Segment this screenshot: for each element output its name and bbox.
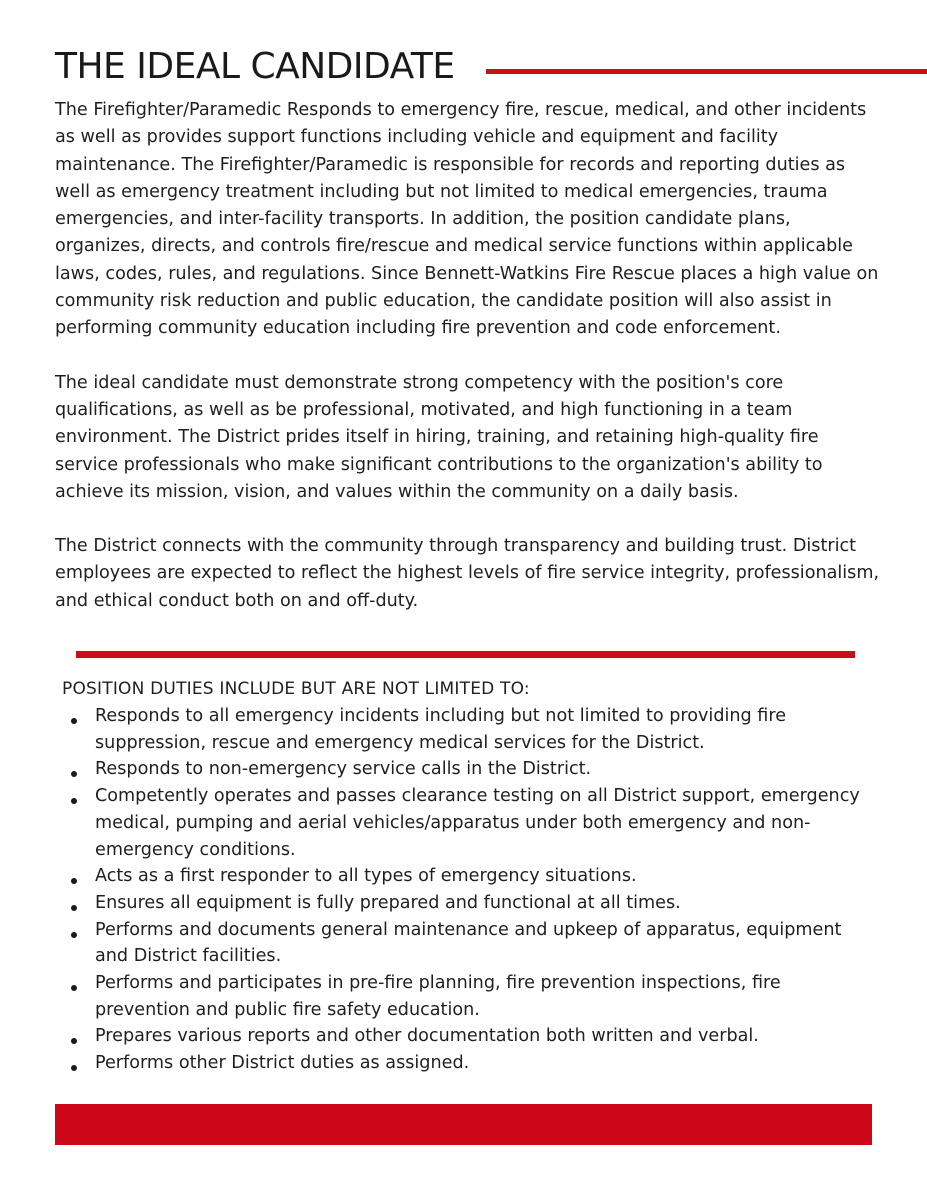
footer-bar [55, 1104, 872, 1145]
duty-item [62, 863, 862, 890]
duty-item [62, 703, 862, 756]
bullet-icon [71, 798, 77, 804]
duty-item [62, 917, 862, 970]
duty-text: Responds to all emergency incidents including but not limited to providing fire suppression, rescue and emergency medical services for the District. [95, 706, 787, 753]
duty-item [62, 756, 862, 783]
bullet-icon [71, 985, 77, 991]
duty-item [62, 1050, 862, 1077]
duty-text: Ensures all equipment is fully prepared and functional at all times. [95, 892, 681, 913]
duty-text: Acts as a first responder to all types of emergency situations. [95, 866, 637, 887]
intro-section [55, 97, 885, 615]
duty-text: Performs other District duties as assigned. [95, 1053, 470, 1074]
intro-paragraph-3: The District connects with the community through transparency and building trust. District employees are expected to reflect the highest levels of fire service integrity, professionalism, and ethical conduct both on and off-duty. [55, 536, 880, 611]
section-divider [76, 651, 855, 658]
duty-text: Performs and participates in pre-fire planning, fire prevention inspections, fire prevention and public fire safety education. [95, 973, 781, 1020]
duty-text: Performs and documents general maintenance and upkeep of apparatus, equipment and District facilities. [95, 919, 842, 967]
duties-section [62, 676, 862, 1077]
bullet-icon [71, 718, 77, 724]
duty-item [62, 1023, 862, 1050]
bullet-icon [71, 878, 77, 884]
intro-paragraph-2: The ideal candidate must demonstrate strong competency with the position's core qualifications, as well as be professional, motivated, and high functioning in a team environment. The District prides itself in hiring, training, and retaining high-quality fire service professionals who make significant contributions to the organization's ability to achieve its mission, vision, and values within the community on a daily basis. [55, 372, 823, 502]
bullet-icon [71, 932, 77, 938]
intro-paragraph-1: The Firefighter/Paramedic Responds to emergency fire, rescue, medical, and other incidents as well as provides support functions including vehicle and equipment and facility maintenance. The Firefighter/Paramedic is responsible for records and reporting duties as well as emergency treatment including but not limited to medical emergencies, trauma emergencies, and inter-facility transports. In addition, the position candidate plans, organizes, directs, and controls fire/rescue and medical service functions within applicable laws, codes, rules, and regulations. Since Bennett-Watkins Fire Rescue places a high value on community risk reduction and public education, the candidate position will also assist in performing community education including fire prevention and code enforcement. [55, 100, 879, 339]
title-divider [486, 69, 927, 74]
bullet-icon [71, 1065, 77, 1071]
duties-list [62, 703, 862, 1077]
page-title: THE IDEAL CANDIDATE [55, 46, 455, 87]
duty-item [62, 970, 862, 1023]
duty-text: Competently operates and passes clearance testing on all District support, emergency medical, pumping and aerial vehicles/apparatus under both emergency and non-emergency conditions. [95, 786, 860, 860]
bullet-icon [71, 771, 77, 777]
bullet-icon [71, 905, 77, 911]
duty-item [62, 783, 862, 863]
duties-heading: POSITION DUTIES INCLUDE BUT ARE NOT LIMITED TO: [62, 679, 530, 699]
bullet-icon [71, 1038, 77, 1044]
duty-text: Prepares various reports and other documentation both written and verbal. [95, 1026, 759, 1047]
duty-text: Responds to non-emergency service calls in the District. [95, 759, 592, 780]
duty-item [62, 890, 862, 917]
